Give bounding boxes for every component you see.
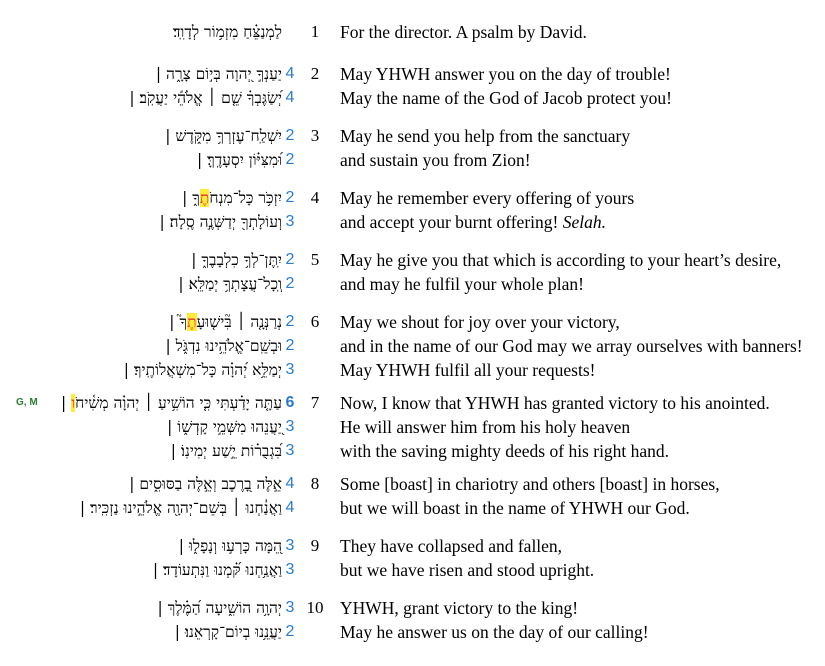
hebrew-text: בִּ֝גְבֻר֗וֹת יֵ֣שַׁע יְמִינֽוֹ׃ | bbox=[170, 442, 282, 460]
english-translation: Some [boast] in chariotry and others [boast] in horses, bbox=[340, 474, 720, 494]
hebrew-text bbox=[179, 534, 282, 558]
hebrew-segment: יִזְכֹּ֥ר כָּל־מִנְח bbox=[209, 189, 282, 207]
verse-line bbox=[0, 620, 825, 644]
stress-count: 2 bbox=[285, 275, 295, 292]
english-translation: but we have risen and stood upright. bbox=[340, 560, 595, 580]
stress-count: 4 bbox=[285, 89, 295, 106]
hebrew-text: וְֽכָל־עֲצָתְךָ֥ יְמַלֵּֽא׃ | bbox=[178, 275, 282, 293]
english-translation: and in the name of our God may we array ourselves with banners! bbox=[340, 336, 803, 356]
highlighted-letters: ֹו bbox=[71, 394, 76, 412]
hebrew-text bbox=[191, 248, 282, 272]
verse-line bbox=[0, 496, 825, 520]
english-segment: and accept your burnt offering! bbox=[340, 212, 563, 232]
hebrew-text: וַאֲנַ֓חְנוּ ׀ בְּשֵׁם־יְהוָ֖ה אֱלֹהֵ֣ינוּ נַזְכִּֽיר׃ | bbox=[79, 499, 282, 517]
verse-number: 9 bbox=[310, 536, 320, 555]
hebrew-segment: הֵ֭מָּה כָּרְע֣וּ וְנָפ bbox=[200, 537, 282, 555]
english-translation: May YHWH answer you on the day of trouble! bbox=[340, 64, 671, 84]
english-translation: May he send you help from the sanctuary bbox=[340, 126, 631, 146]
stanza-verse-9 bbox=[0, 534, 825, 582]
english-translation: YHWH, grant victory to the king! bbox=[340, 598, 579, 618]
hebrew-segment: יִֽתֶּן־לְךָ֥ כִלְבָב bbox=[209, 251, 282, 269]
stress-count: 2 bbox=[285, 151, 295, 168]
verse-number: 3 bbox=[310, 126, 320, 145]
hebrew-text: וְעוֹלָתְךָ֖ יְדַשְּׁנֶ֣ה סֶֽלָה׃ | bbox=[159, 213, 282, 231]
verse-line bbox=[0, 148, 825, 172]
verse-line bbox=[0, 558, 825, 582]
stanza-verse-2 bbox=[0, 62, 825, 110]
hebrew-segment: | bbox=[61, 394, 72, 412]
english-translation: May YHWH fulfil all your requests! bbox=[340, 360, 596, 380]
hebrew-text: יְהוָ֥ה הוֹשִׁ֑יעָה הַ֝מֶּ֗לֶךְ | bbox=[157, 599, 282, 617]
stanza-verse-5 bbox=[0, 248, 825, 296]
hebrew-segment: ךָ֑ | bbox=[191, 251, 210, 269]
english-translation: but we will boast in the name of YHWH our God. bbox=[340, 498, 690, 518]
hebrew-text: לַמְנַצֵּ֗חַ מִזְמ֥וֹר לְדָוִֽד׃ bbox=[172, 23, 282, 41]
stress-count: 6 bbox=[285, 394, 295, 411]
verse-line bbox=[0, 391, 825, 415]
verse-number: 10 bbox=[306, 598, 324, 617]
verse-line bbox=[0, 472, 825, 496]
stress-count: 3 bbox=[285, 561, 295, 578]
verse-line bbox=[0, 210, 825, 234]
hebrew-text bbox=[169, 310, 282, 334]
highlighted-letters: ֹתֶ bbox=[199, 189, 210, 207]
stress-count: 3 bbox=[285, 537, 295, 554]
hebrew-text: יַ֭עֲנֵהוּ מִשְּׁמֵ֣י קָדְשׁ֑וֹ | bbox=[167, 418, 282, 436]
stress-count: 3 bbox=[285, 599, 295, 616]
stanza-verse-4 bbox=[0, 186, 825, 234]
hebrew-segment: ל֑וּ | bbox=[178, 537, 201, 555]
stress-count: 3 bbox=[285, 442, 295, 459]
verse-line bbox=[0, 20, 825, 44]
verse-number: 8 bbox=[310, 474, 320, 493]
verse-number: 2 bbox=[310, 64, 320, 83]
hebrew-segment: יַעֲנֵ֥נוּ בְיוֹם־קָרְא bbox=[193, 623, 282, 641]
hebrew-segment: ךָ֑ | bbox=[182, 189, 200, 207]
hebrew-text: אֵ֣לֶּה בָ֭רֶכֶב וְאֵ֣לֶּה בַסּוּסִ֑ים | bbox=[129, 475, 282, 493]
selah-word: Selah. bbox=[562, 212, 606, 232]
hebrew-text: יַעַנְךָ֣ יְ֭הוָה בְּי֣וֹם צָרָ֑ה | bbox=[155, 65, 282, 83]
verse-line bbox=[0, 358, 825, 382]
stress-count: 3 bbox=[285, 418, 295, 435]
stanza-verse-1 bbox=[0, 20, 825, 44]
hebrew-text: יְ֝שַׂגֶּבְךָ֗ שֵׁ֤ם ׀ אֱלֹהֵ֬י יַעֲקֹֽב׃ | bbox=[129, 89, 282, 107]
verse-line bbox=[0, 186, 825, 210]
stanza-verse-8 bbox=[0, 472, 825, 520]
hebrew-text bbox=[175, 620, 282, 644]
stanza-verse-3 bbox=[0, 124, 825, 172]
english-translation: and may he fulfil your whole plan! bbox=[340, 274, 584, 294]
stress-count: 4 bbox=[285, 475, 295, 492]
english-translation: May he answer us on the day of our calling! bbox=[340, 622, 649, 642]
hebrew-segment: עַתָּ֤ה יָדַ֗עְתִּי כִּ֤י הוֹשִׁ֥יעַ ׀ יְהוָ֗ה מְשִׁ֫יח bbox=[75, 394, 282, 412]
verse-line bbox=[0, 334, 825, 358]
english-translation: and sustain you from Zion! bbox=[340, 150, 531, 170]
stress-count: 2 bbox=[285, 337, 295, 354]
stress-count: 4 bbox=[285, 499, 295, 516]
verse-line bbox=[0, 534, 825, 558]
stress-count: 2 bbox=[285, 313, 295, 330]
verse-number: 4 bbox=[310, 188, 320, 207]
stress-count: 3 bbox=[285, 213, 295, 230]
verse-line bbox=[0, 415, 825, 439]
verse-number: 1 bbox=[310, 22, 320, 41]
stanza-verse-7 bbox=[0, 391, 825, 463]
verse-number: 6 bbox=[310, 312, 320, 331]
verse-line bbox=[0, 310, 825, 334]
stanza-verse-10 bbox=[0, 596, 825, 644]
verse-number: 5 bbox=[310, 250, 320, 269]
stress-count: 4 bbox=[285, 65, 295, 82]
verse-number: 7 bbox=[310, 393, 320, 412]
hebrew-segment: ד׃ | bbox=[152, 561, 171, 579]
hebrew-text bbox=[61, 391, 282, 415]
hebrew-segment: נְרַנְּנָ֤ה ׀ בִּ֘ישׁ֤וּע bbox=[196, 313, 282, 331]
stanza-verse-6 bbox=[0, 310, 825, 382]
hebrew-text: וּ֝מִצִּיּ֗וֹן יִסְעָדֶֽךָּ׃ | bbox=[196, 151, 282, 169]
stress-count: 2 bbox=[285, 127, 295, 144]
hebrew-segment: ךָ֮ | bbox=[169, 313, 188, 331]
highlighted-letters: ָתֶ bbox=[187, 313, 197, 331]
hebrew-text: יְמַלֵּ֥א יְ֝הוָ֗ה כָּל־מִשְׁאֲלוֹתֶֽיךָ׃ | bbox=[123, 361, 282, 379]
verse-line bbox=[0, 596, 825, 620]
english-translation: May he give you that which is according to your heart’s desire, bbox=[340, 250, 782, 270]
stress-count: 2 bbox=[285, 623, 295, 640]
english-translation: They have collapsed and fallen, bbox=[340, 536, 563, 556]
hebrew-segment: וַאֲנַ֥חְנוּ קּ֝֗מְנוּ וַנִּתְעוֹד bbox=[170, 561, 282, 579]
verse-line bbox=[0, 439, 825, 463]
verse-line bbox=[0, 62, 825, 86]
verse-line bbox=[0, 248, 825, 272]
verse-line bbox=[0, 124, 825, 148]
english-translation: He will answer him from his holy heaven bbox=[340, 417, 631, 437]
english-translation bbox=[340, 210, 606, 234]
verse-line bbox=[0, 272, 825, 296]
english-translation: May the name of the God of Jacob protect you! bbox=[340, 88, 672, 108]
hebrew-segment: נוּ׃ | bbox=[174, 623, 194, 641]
english-translation: May we shout for joy over your victory, bbox=[340, 312, 620, 332]
hebrew-text: יִשְׁלַֽח־עֶזְרְךָ֥ מִקֹּ֑דֶשׁ | bbox=[165, 127, 282, 145]
english-translation: May he remember every offering of yours bbox=[340, 188, 635, 208]
english-translation: Now, I know that YHWH has granted victory to his anointed. bbox=[340, 393, 770, 413]
stress-count: 2 bbox=[285, 251, 295, 268]
english-translation: For the director. A psalm by David. bbox=[340, 22, 587, 42]
hebrew-text bbox=[153, 558, 282, 582]
hebrew-text bbox=[182, 186, 282, 210]
stress-count: 2 bbox=[285, 189, 295, 206]
textual-note: G, M bbox=[16, 397, 38, 408]
stress-count: 3 bbox=[285, 361, 295, 378]
verse-line bbox=[0, 86, 825, 110]
hebrew-text: וּבְשֵֽׁם־אֱלֹהֵ֥ינוּ נִדְגֹּ֑ל | bbox=[165, 337, 282, 355]
english-translation: with the saving mighty deeds of his right hand. bbox=[340, 441, 670, 461]
